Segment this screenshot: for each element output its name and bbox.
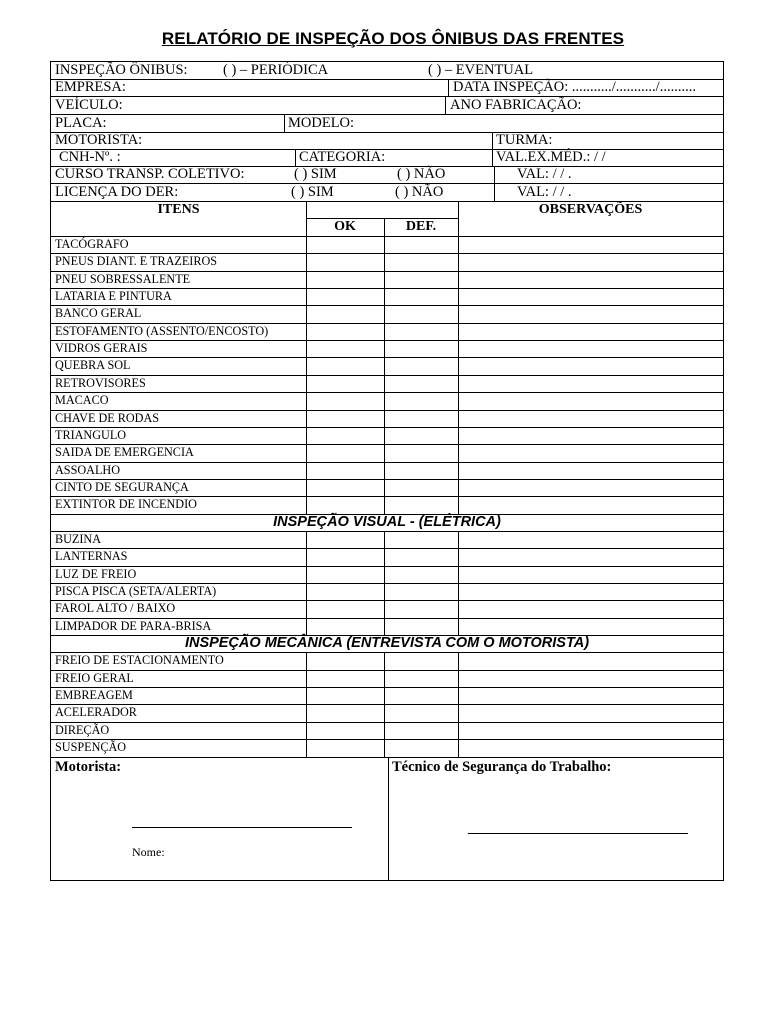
general-item-label: QUEBRA SOL [55,358,131,372]
general-item-label: ESTOFAMENTO (ASSENTO/ENCOSTO) [55,324,269,338]
general-def-cell[interactable] [384,305,458,322]
driver-signature-label: Motorista: [55,759,122,775]
visual-obs-cell[interactable] [458,583,723,600]
general-ok-cell[interactable] [306,410,384,427]
general-item-label: BANCO GERAL [55,306,142,320]
general-obs-cell[interactable] [458,323,723,340]
general-item-label: LATARIA E PINTURA [55,289,172,303]
general-def-cell[interactable] [384,392,458,409]
section-mechanical: INSPEÇÃO MECÂNICA (ENTREVISTA COM O MOTORISTA) [184,635,590,651]
mechanical-obs-cell[interactable] [458,722,723,739]
general-def-cell[interactable] [384,444,458,461]
general-def-cell[interactable] [384,253,458,270]
general-item-label: TACÓGRAFO [55,237,129,251]
visual-ok-cell[interactable] [306,566,384,583]
general-obs-cell[interactable] [458,357,723,374]
general-obs-cell[interactable] [458,305,723,322]
visual-obs-cell[interactable] [458,566,723,583]
general-ok-cell[interactable] [306,496,384,513]
general-obs-cell[interactable] [458,427,723,444]
visual-def-cell[interactable] [384,548,458,565]
general-obs-cell[interactable] [458,288,723,305]
general-item-label: SAIDA DE EMERGENCIA [55,445,194,459]
visual-ok-cell[interactable] [306,618,384,635]
general-item-label: TRIANGULO [55,428,127,442]
der-license-label: LICENÇA DO DER: [55,184,179,200]
mechanical-def-cell[interactable] [384,670,458,687]
general-ok-cell[interactable] [306,271,384,288]
der-yes-checkbox[interactable]: ( ) SIM [291,184,334,200]
general-item-label: CINTO DE SEGURANÇA [55,480,189,494]
general-obs-cell[interactable] [458,496,723,513]
general-def-cell[interactable] [384,496,458,513]
mechanical-ok-cell[interactable] [306,687,384,704]
visual-ok-cell[interactable] [306,548,384,565]
mechanical-def-cell[interactable] [384,739,458,756]
inspection-date-field[interactable]: DATA INSPEÇÃO: .........../.........../.......... [453,79,696,95]
visual-item-label: BUZINA [55,532,102,546]
visual-obs-cell[interactable] [458,618,723,635]
visual-obs-cell[interactable] [458,600,723,617]
general-obs-cell[interactable] [458,444,723,461]
general-def-cell[interactable] [384,479,458,496]
visual-ok-cell[interactable] [306,583,384,600]
mechanical-def-cell[interactable] [384,704,458,721]
general-obs-cell[interactable] [458,479,723,496]
general-ok-cell[interactable] [306,357,384,374]
general-item-label: ASSOALHO [55,463,121,477]
mechanical-item-label: SUSPENÇÃO [55,740,127,754]
general-def-cell[interactable] [384,236,458,253]
tech-signature-line[interactable] [468,833,688,834]
mechanical-def-cell[interactable] [384,687,458,704]
general-item-label: PNEUS DIANT. E TRAZEIROS [55,254,218,268]
mechanical-item-label: DIREÇÃO [55,723,110,737]
visual-ok-cell[interactable] [306,600,384,617]
visual-def-cell[interactable] [384,600,458,617]
visual-obs-cell[interactable] [458,531,723,548]
visual-item-label: FAROL ALTO / BAIXO [55,601,176,615]
visual-item-label: LIMPADOR DE PARA-BRISA [55,619,212,633]
plate-field[interactable]: PLACA: [55,115,107,131]
mechanical-obs-cell[interactable] [458,652,723,669]
general-item-label: EXTINTOR DE INCENDIO [55,497,197,511]
general-obs-cell[interactable] [458,410,723,427]
mechanical-item-label: EMBREAGEM [55,688,133,702]
category-field[interactable]: CATEGORIA: [299,149,386,165]
general-def-cell[interactable] [384,410,458,427]
der-no-checkbox[interactable]: ( ) NÃO [395,184,444,200]
mechanical-item-label: FREIO GERAL [55,671,134,685]
general-ok-cell[interactable] [306,323,384,340]
general-def-cell[interactable] [384,462,458,479]
periodic-checkbox[interactable]: ( ) – PERIÓDICA [223,62,329,78]
general-obs-cell[interactable] [458,271,723,288]
general-ok-cell[interactable] [306,305,384,322]
col-header-observacoes: OBSERVAÇÕES [538,202,643,217]
mechanical-ok-cell[interactable] [306,739,384,756]
general-ok-cell[interactable] [306,288,384,305]
course-yes-checkbox[interactable]: ( ) SIM [294,166,337,182]
inspection-form [50,61,724,881]
visual-def-cell[interactable] [384,618,458,635]
page-title: RELATÓRIO DE INSPEÇÃO DOS ÔNIBUS DAS FRENTES [161,29,625,48]
name-label: Nome: [132,845,165,859]
general-ok-cell[interactable] [306,253,384,270]
visual-obs-cell[interactable] [458,548,723,565]
safety-tech-signature-label: Técnico de Segurança do Trabalho: [392,759,612,775]
course-label: CURSO TRANSP. COLETIVO: [55,166,245,182]
mechanical-ok-cell[interactable] [306,704,384,721]
general-ok-cell[interactable] [306,427,384,444]
mechanical-item-label: ACELERADOR [55,705,137,719]
general-def-cell[interactable] [384,375,458,392]
general-ok-cell[interactable] [306,340,384,357]
team-field[interactable]: TURMA: [496,132,553,148]
general-ok-cell[interactable] [306,462,384,479]
cnh-field[interactable]: CNH-Nº. : [59,149,121,165]
section-visual-electrical: INSPEÇÃO VISUAL - (ELÉTRICA) [273,514,501,530]
visual-item-label: PISCA PISCA (SETA/ALERTA) [55,584,217,598]
general-item-label: PNEU SOBRESSALENTE [55,272,191,286]
course-no-checkbox[interactable]: ( ) NÃO [397,166,446,182]
visual-item-label: LUZ DE FREIO [55,567,137,581]
visual-ok-cell[interactable] [306,531,384,548]
medical-exam-validity-field[interactable]: VAL.EX.MÉD.: / / [496,149,606,165]
col-header-ok: OK [334,219,356,234]
mechanical-obs-cell[interactable] [458,670,723,687]
general-def-cell[interactable] [384,323,458,340]
driver-field[interactable]: MOTORISTA: [55,132,143,148]
mechanical-item-label: FREIO DE ESTACIONAMENTO [55,653,224,667]
general-obs-cell[interactable] [458,392,723,409]
manufacture-year-field[interactable]: ANO FABRICAÇÃO: [450,97,582,113]
general-ok-cell[interactable] [306,444,384,461]
vehicle-field[interactable]: VEÍCULO: [55,97,123,113]
general-obs-cell[interactable] [458,375,723,392]
mechanical-ok-cell[interactable] [306,670,384,687]
col-header-def: DEF. [405,219,437,234]
model-field[interactable]: MODELO: [288,115,355,131]
general-ok-cell[interactable] [306,479,384,496]
general-ok-cell[interactable] [306,392,384,409]
visual-def-cell[interactable] [384,583,458,600]
mechanical-obs-cell[interactable] [458,739,723,756]
general-obs-cell[interactable] [458,462,723,479]
general-item-label: CHAVE DE RODAS [55,411,160,425]
inspection-type-label: INSPEÇÃO ÔNIBUS: [55,62,188,78]
company-field[interactable]: EMPRESA: [55,79,126,95]
general-obs-cell[interactable] [458,340,723,357]
eventual-checkbox[interactable]: ( ) – EVENTUAL [428,62,534,78]
general-def-cell[interactable] [384,427,458,444]
mechanical-ok-cell[interactable] [306,722,384,739]
general-item-label: RETROVISORES [55,376,146,390]
general-item-label: MACACO [55,393,109,407]
general-obs-cell[interactable] [458,236,723,253]
mechanical-ok-cell[interactable] [306,652,384,669]
general-obs-cell[interactable] [458,253,723,270]
visual-def-cell[interactable] [384,531,458,548]
mechanical-def-cell[interactable] [384,722,458,739]
driver-signature-line[interactable] [132,827,352,828]
general-def-cell[interactable] [384,340,458,357]
general-def-cell[interactable] [384,288,458,305]
mechanical-obs-cell[interactable] [458,704,723,721]
course-validity-field[interactable]: VAL: / / . [517,166,572,182]
general-ok-cell[interactable] [306,236,384,253]
visual-def-cell[interactable] [384,566,458,583]
mechanical-def-cell[interactable] [384,652,458,669]
col-header-itens: ITENS [157,202,200,217]
general-def-cell[interactable] [384,271,458,288]
mechanical-obs-cell[interactable] [458,687,723,704]
general-def-cell[interactable] [384,357,458,374]
general-item-label: VIDROS GERAIS [55,341,148,355]
der-validity-field[interactable]: VAL: / / . [517,184,572,200]
visual-item-label: LANTERNAS [55,549,128,563]
general-ok-cell[interactable] [306,375,384,392]
